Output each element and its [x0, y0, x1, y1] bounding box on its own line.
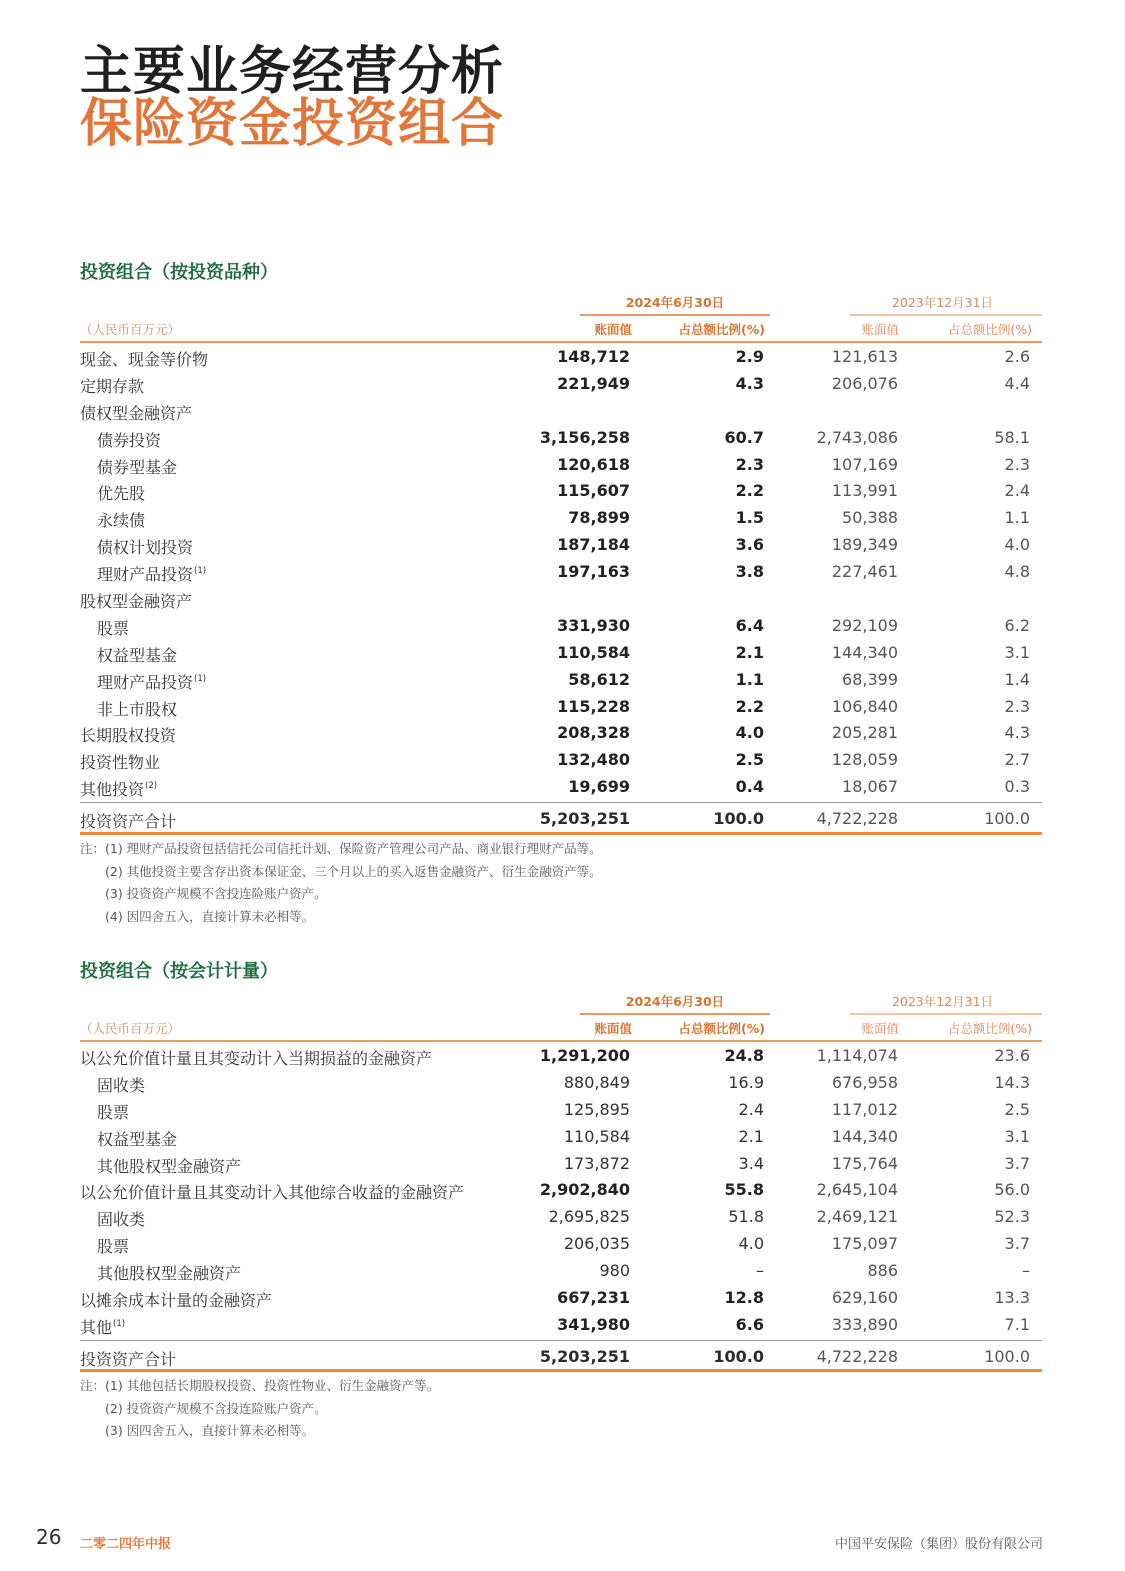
report-name: 二零二四年中报	[80, 1537, 172, 1552]
table1-date-previous: 2023年12月31日	[891, 295, 994, 310]
table-row: 以公允价值计量且其变动计入其他综合收益的金融资产 2,902,840 55.8 2,645,104 56.0	[80, 1180, 1030, 1203]
table-row: 债权型金融资产	[80, 403, 193, 423]
table-row: 权益型基金 110,584 2.1 144,340 3.1	[97, 1126, 1030, 1149]
page-title: 主要业务经营分析	[80, 42, 505, 102]
table1-col-book-value-current: 账面值	[594, 322, 632, 337]
note-item: (4) 因四舍五入，直接计算未必相等。	[105, 908, 315, 924]
table-row: 其他股权型金融资产 173,872 3.4 175,764 3.7	[97, 1153, 1030, 1176]
table-row: 债券投资 3,156,258 60.7 2,743,086 58.1	[97, 427, 1030, 450]
table2-previous-date-rule	[850, 1013, 1042, 1015]
table1-previous-date-rule	[850, 314, 1042, 316]
table2-total-rule	[80, 1340, 1042, 1341]
table-row: 其他投资$^{(2)}$ 19,699 0.4 18,067 0.3	[80, 777, 1030, 800]
footnote-marker: (1)	[113, 1318, 126, 1329]
table2-date-current: 2024年6月30日	[625, 994, 725, 1009]
table1-header-rule	[80, 341, 1042, 343]
note-item: (2) 其他投资主要含存出资本保证金、三个月以上的买入返售金融资产、衍生金融资产等。	[105, 863, 602, 879]
table-row: 非上市股权 115,228 2.2 106,840 2.3	[97, 696, 1030, 719]
table2-col-ratio-previous: 占总额比例(%)	[947, 1021, 1032, 1036]
footnote-marker: (2)	[145, 781, 158, 792]
table-row: 债券型基金 120,618 2.3 107,169 2.3	[97, 454, 1030, 477]
page-subtitle: 保险资金投资组合	[80, 94, 505, 154]
table2-body	[80, 1043, 1042, 1339]
table-row: 固收类 880,849 16.9 676,958 14.3	[97, 1072, 1030, 1095]
table2-col-ratio-current: 占总额比例(%)	[678, 1021, 765, 1036]
table1-unit: （人民币百万元）	[80, 322, 181, 337]
table-row: 权益型基金 110,584 2.1 144,340 3.1	[97, 642, 1030, 665]
note-item: (2) 投资资产规模不含投连险账户资产。	[105, 1400, 327, 1416]
table1-body	[80, 344, 1042, 801]
table2-col-book-value-current: 账面值	[594, 1021, 632, 1036]
table-row: 股票 125,895 2.4 117,012 2.5	[97, 1099, 1030, 1122]
table1-column-header	[80, 320, 1042, 340]
table-row: 现金、现金等价物 148,712 2.9 121,613 2.6	[80, 347, 1030, 369]
table2-header-rule	[80, 1040, 1042, 1042]
table1-notes	[80, 840, 980, 930]
table-row: 优先股 115,607 2.2 113,991 2.4	[97, 481, 1030, 504]
table-row: 债权计划投资 187,184 3.6 189,349 4.0	[97, 535, 1030, 558]
page-number: 26	[36, 1525, 62, 1549]
table-row: 其他$^{(1)}$ 341,980 6.6 333,890 7.1	[80, 1314, 1030, 1337]
table2-current-date-rule	[580, 1013, 770, 1015]
table2-notes	[80, 1377, 980, 1445]
note-item: (3) 因四舍五入，直接计算未必相等。	[105, 1423, 315, 1438]
table-row: 永续债 78,899 1.5 50,388 1.1	[97, 508, 1030, 531]
table1-col-book-value-previous: 账面值	[861, 322, 899, 337]
table-row: 长期股权投资 208,328 4.0 205,281 4.3	[80, 723, 1030, 746]
table2-col-book-value-previous: 账面值	[861, 1021, 899, 1036]
table1-current-date-rule	[580, 314, 770, 316]
company-name: 中国平安保险（集团）股份有限公司	[834, 1537, 1043, 1552]
table-row: 股权型金融资产	[80, 592, 193, 612]
note-item: 注：(1) 理财产品投资包括信托公司信托计划、保险资产管理公司产品、商业银行理财产品等。	[80, 841, 602, 856]
table1-col-ratio-current: 占总额比例(%)	[678, 322, 765, 337]
table-row: 投资性物业 132,480 2.5 128,059 2.7	[80, 750, 1030, 773]
table-row: 理财产品投资$^{(1)}$ 58,612 1.1 68,399 1.4	[97, 669, 1030, 692]
footnote-marker: (1)	[194, 566, 207, 577]
table-row: 以摊余成本计量的金融资产 667,231 12.8 629,160 13.3	[80, 1288, 1030, 1311]
table1-total-row: 投资资产合计 5,203,251 100.0 4,722,228 100.0	[80, 809, 1030, 831]
table2-title: 投资组合（按会计计量）	[80, 961, 278, 982]
table2-date-header	[80, 992, 1042, 1012]
table2-column-header	[80, 1019, 1042, 1039]
table2-bottom-rule	[80, 1369, 1042, 1372]
table1-bottom-rule	[80, 832, 1042, 835]
footnote-marker: (1)	[194, 673, 207, 684]
table-row: 以公允价值计量且其变动计入当期损益的金融资产 1,291,200 24.8 1,114,074 23.6	[80, 1046, 1030, 1068]
table1-col-ratio-previous: 占总额比例(%)	[947, 322, 1032, 337]
table-row: 股票 206,035 4.0 175,097 3.7	[97, 1234, 1030, 1257]
table1-total-rule	[80, 802, 1042, 803]
table-row: 理财产品投资$^{(1)}$ 197,163 3.8 227,461 4.8	[97, 562, 1030, 585]
table1-title: 投资组合（按投资品种）	[80, 262, 278, 283]
table-row: 股票 331,930 6.4 292,109 6.2	[97, 615, 1030, 638]
table2-unit: （人民币百万元）	[80, 1021, 181, 1036]
table1-date-current: 2024年6月30日	[625, 295, 725, 310]
table2-date-previous: 2023年12月31日	[891, 994, 994, 1009]
table2-total-row: 投资资产合计 5,203,251 100.0 4,722,228 100.0	[80, 1347, 1030, 1369]
note-item: (3) 投资资产规模不含投连险账户资产。	[105, 886, 327, 901]
table-row: 定期存款 221,949 4.3 206,076 4.4	[80, 373, 1030, 396]
note-item: 注：(1) 其他包括长期股权投资、投资性物业、衍生金融资产等。	[80, 1378, 440, 1393]
table1-date-header	[80, 293, 1042, 313]
table-row: 固收类 2,695,825 51.8 2,469,121 52.3	[97, 1207, 1030, 1230]
table-row: 其他股权型金融资产 980 – 886 –	[97, 1261, 1030, 1284]
